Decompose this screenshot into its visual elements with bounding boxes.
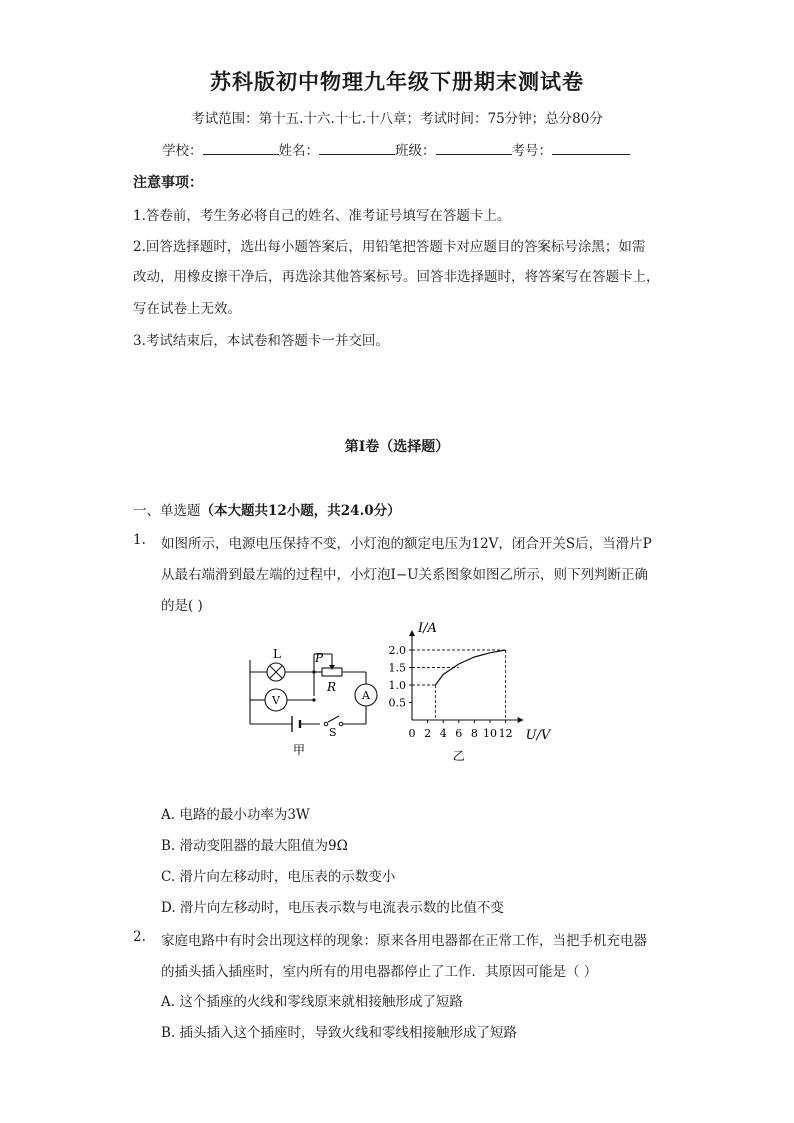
section-title: 第Ⅰ卷（选择题）: [344, 439, 450, 455]
exam-subtitle: 考试范围：第十五.十六.十七.十八章；考试时间：75分钟；总分80分: [191, 111, 603, 127]
option-a[interactable]: A. 这个插座的火线和零线原来就相接触形成了短路: [161, 994, 463, 1010]
option-c[interactable]: C. 滑片向左移动时，电压表的示数变小: [161, 869, 396, 885]
subheading-detail: （本大题共12小题，共24.0分）: [200, 503, 401, 519]
school-label: 学校：: [162, 143, 203, 159]
note-line: 写在试卷上无效。: [133, 301, 241, 317]
junction-dot: [312, 670, 315, 673]
circuit-caption: 甲: [293, 743, 306, 757]
class-label: 班级：: [395, 143, 436, 159]
option-a[interactable]: A. 电路的最小功率为3W: [161, 807, 310, 823]
question-number: 1.: [133, 532, 146, 548]
question-text-line: 如图所示，电源电压保持不变，小灯泡的额定电压为12V，闭合开关S后，当滑片P: [161, 536, 652, 552]
y-axis-arrow: [409, 630, 415, 636]
option-b[interactable]: B. 插头插入这个插座时，导致火线和零线相接触形成了短路: [161, 1025, 518, 1041]
x-tick-label: 0: [408, 727, 416, 740]
note-line: 改动，用橡皮擦干净后，再选涂其他答案标号。回答非选择题时，将答案写在答题卡上，: [133, 269, 660, 285]
question-figure: [240, 612, 560, 776]
slider-label: P: [315, 651, 324, 665]
question-text-line: 的是( ): [161, 598, 203, 614]
switch-label: S: [329, 726, 337, 739]
name-blank[interactable]: [319, 140, 395, 155]
x-axis-label: U/V: [525, 728, 551, 743]
student-info-row: [162, 139, 630, 159]
x-axis-arrow: [518, 717, 524, 723]
note-line: 1.答卷前，考生务必将自己的姓名、准考证号填写在答题卡上。: [133, 208, 511, 224]
section-subheading: [133, 499, 401, 519]
ammeter-label: A: [362, 689, 370, 702]
x-tick-label: 8: [470, 727, 478, 740]
question-number: 2.: [133, 929, 146, 945]
junction-dot: [312, 698, 315, 701]
name-label: 姓名：: [278, 143, 319, 159]
switch-contact-right: [339, 722, 343, 726]
circuit-diagram: [250, 654, 366, 724]
lamp-icon: [267, 663, 285, 681]
y-tick-label: 0.5: [388, 696, 406, 710]
question-text-line: 的插头插入插座时，室内所有的用电器都停止了工作．其原因可能是（ ）: [161, 964, 598, 980]
iu-curve: [435, 650, 505, 685]
class-blank[interactable]: [436, 140, 512, 155]
option-d[interactable]: D. 滑片向左移动时，电压表示数与电流表示数的比值不变: [161, 900, 504, 916]
note-line: 2.回答选择题时，选出每小题答案后，用铅笔把答题卡对应题目的答案标号涂黑；如需: [133, 239, 646, 255]
y-tick-label: 1.0: [388, 679, 406, 692]
exam-title: 苏科版初中物理九年级下册期末测试卷: [210, 69, 584, 94]
x-tick-label: 2: [424, 727, 432, 740]
lamp-label: L: [273, 647, 281, 661]
iu-graph: [389, 621, 552, 763]
graph-caption: 乙: [452, 749, 465, 763]
notes-heading: 注意事项：: [133, 175, 203, 191]
exam-number-blank[interactable]: [552, 140, 630, 155]
exam-number-label: 考号：: [511, 143, 552, 159]
subheading-prefix: 一、单选题: [133, 503, 201, 519]
y-axis-label: I/A: [418, 621, 437, 636]
x-tick-label: 4: [439, 727, 447, 740]
question-text-line: 家庭电路中有时会出现这样的现象：原来各用电器都在正常工作，当把手机充电器: [161, 933, 647, 949]
figure-svg: [240, 612, 560, 772]
school-blank[interactable]: [203, 140, 279, 155]
x-tick-label: 12: [498, 727, 513, 740]
x-tick-label: 6: [455, 727, 463, 740]
y-tick-label: 1.5: [388, 661, 406, 675]
y-tick-label: 2.0: [388, 644, 406, 657]
voltmeter-label: V: [272, 694, 280, 707]
switch-contact-left: [324, 722, 328, 726]
note-line: 3.考试结束后，本试卷和答题卡一并交回。: [133, 333, 389, 349]
resistor-label: R: [327, 680, 337, 694]
option-b[interactable]: B. 滑动变阻器的最大阻值为9Ω: [161, 838, 348, 854]
x-tick-label: 10: [483, 727, 497, 740]
question-text-line: 从最右端滑到最左端的过程中，小灯泡I−U关系图象如图乙所示，则下列判断正确: [161, 567, 649, 583]
